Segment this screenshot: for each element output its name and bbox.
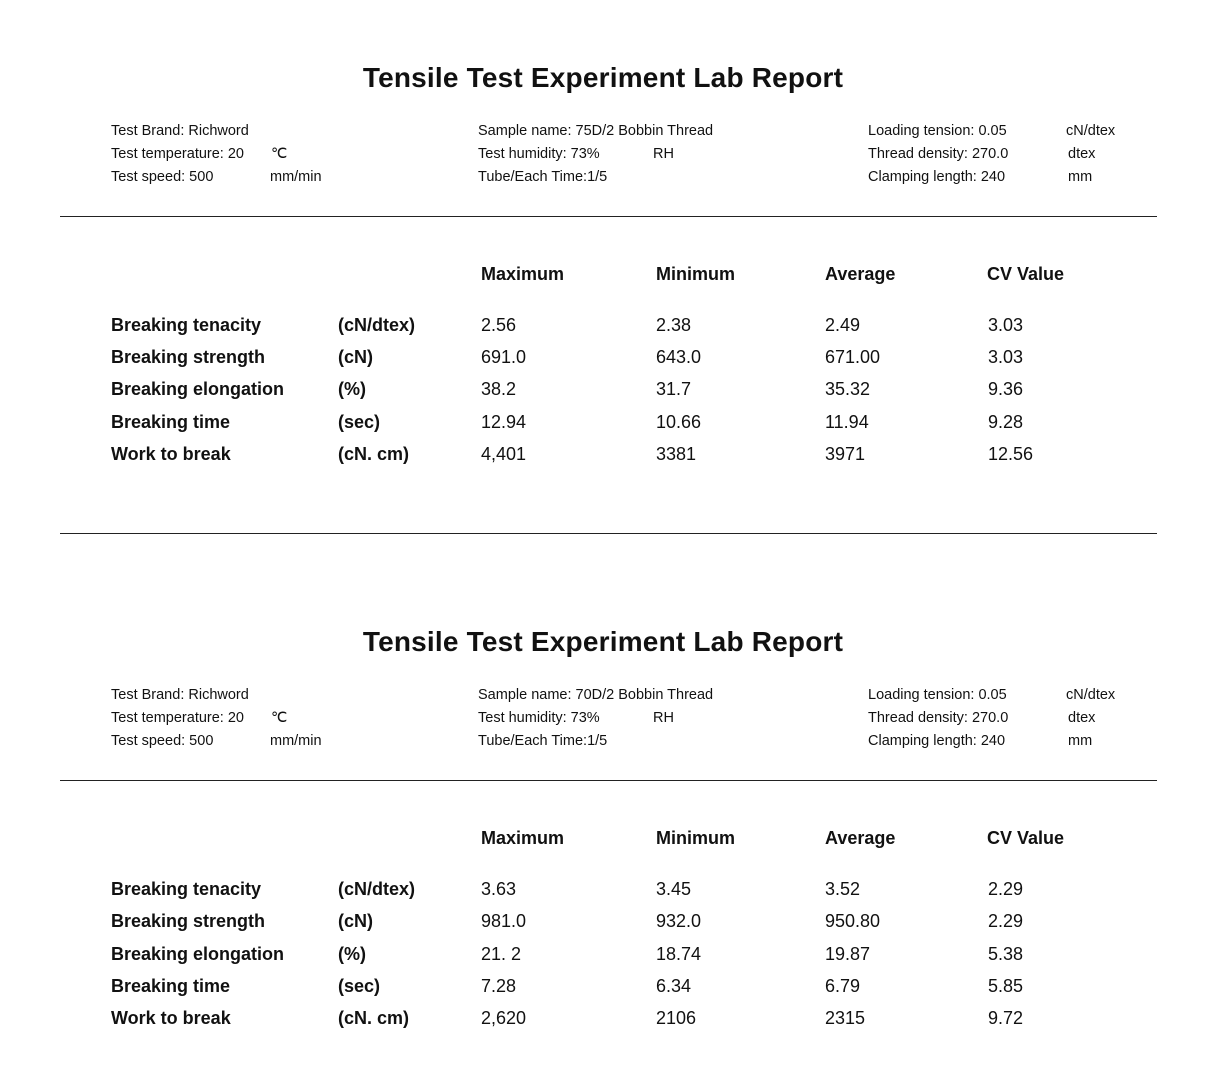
- cell-average: 2315: [825, 1008, 866, 1028]
- test-temperature: Test temperature: 20: [111, 146, 244, 162]
- cell-maximum: 21. 2: [481, 944, 522, 964]
- table-row: [0, 976, 1206, 1008]
- cell-cv-value: 9.28: [988, 412, 1024, 432]
- row-unit: (cN/dtex): [338, 315, 416, 335]
- row-label: Breaking strength: [111, 911, 266, 931]
- row-label: Breaking strength: [111, 347, 266, 367]
- cell-average: 671.00: [825, 347, 881, 367]
- clamping-length: Clamping length: 240: [868, 733, 1006, 749]
- column-header-cv-value: CV Value: [987, 828, 1065, 848]
- row-label: Work to break: [111, 444, 231, 464]
- table-row: [0, 944, 1206, 976]
- test-speed: Test speed: 500: [111, 169, 214, 185]
- cell-cv-value: 3.03: [988, 347, 1024, 367]
- humidity-unit: RH: [653, 710, 674, 726]
- loading-tension: Loading tension: 0.05: [868, 687, 1007, 703]
- row-label: Breaking elongation: [111, 944, 285, 964]
- cell-maximum: 3.63: [481, 879, 517, 899]
- test-humidity: Test humidity: 73%: [478, 710, 600, 726]
- test-speed: Test speed: 500: [111, 733, 214, 749]
- cell-average: 19.87: [825, 944, 871, 964]
- row-label: Breaking tenacity: [111, 879, 262, 899]
- cell-minimum: 2.38: [656, 315, 692, 335]
- cell-cv-value: 5.85: [988, 976, 1024, 996]
- column-header-cv-value: CV Value: [987, 264, 1065, 284]
- cell-maximum: 4,401: [481, 444, 527, 464]
- cell-average: 2.49: [825, 315, 861, 335]
- row-label: Work to break: [111, 1008, 231, 1028]
- cell-maximum: 2.56: [481, 315, 517, 335]
- cell-minimum: 6.34: [656, 976, 692, 996]
- cell-cv-value: 9.36: [988, 379, 1024, 399]
- test-brand: Test Brand: Richword: [111, 123, 249, 139]
- cell-average: 11.94: [825, 412, 869, 432]
- temperature-unit: ℃: [271, 710, 288, 726]
- row-label: Breaking time: [111, 412, 231, 432]
- speed-unit: mm/min: [270, 733, 322, 749]
- thread-density: Thread density: 270.0: [868, 710, 1009, 726]
- row-unit: (sec): [338, 976, 381, 996]
- cell-average: 950.80: [825, 911, 881, 931]
- table-row: [0, 347, 1206, 379]
- loading-tension-unit: cN/dtex: [1066, 687, 1116, 703]
- cell-maximum: 981.0: [481, 911, 527, 931]
- loading-tension: Loading tension: 0.05: [868, 123, 1007, 139]
- cell-cv-value: 2.29: [988, 911, 1024, 931]
- cell-minimum: 31.7: [656, 379, 692, 399]
- divider-top: [60, 780, 1157, 781]
- test-brand: Test Brand: Richword: [111, 687, 249, 703]
- cell-maximum: 2,620: [481, 1008, 527, 1028]
- cell-maximum: 691.0: [481, 347, 527, 367]
- cell-cv-value: 3.03: [988, 315, 1024, 335]
- divider-top: [60, 216, 1157, 217]
- cell-average: 6.79: [825, 976, 861, 996]
- meta-column-left: [111, 120, 411, 189]
- temperature-unit: ℃: [271, 146, 288, 162]
- row-unit: (cN. cm): [338, 1008, 410, 1028]
- cell-cv-value: 2.29: [988, 879, 1024, 899]
- meta-column-middle: [478, 684, 818, 753]
- test-temperature: Test temperature: 20: [111, 710, 244, 726]
- humidity-unit: RH: [653, 146, 674, 162]
- row-unit: (cN): [338, 911, 373, 931]
- sample-name: Sample name: 70D/2 Bobbin Thread: [478, 687, 714, 703]
- column-header-minimum: Minimum: [656, 828, 735, 848]
- table-row: [0, 379, 1206, 411]
- cell-minimum: 3.45: [656, 879, 692, 899]
- table-row: [0, 879, 1206, 911]
- table-row: [0, 412, 1206, 444]
- row-unit: (sec): [338, 412, 381, 432]
- cell-average: 3.52: [825, 879, 861, 899]
- row-label: Breaking elongation: [111, 379, 285, 399]
- row-unit: (cN): [338, 347, 373, 367]
- column-header-average: Average: [825, 828, 896, 848]
- divider-bottom: [60, 533, 1157, 534]
- meta-column-right: [868, 120, 1168, 189]
- tube-each-time: Tube/Each Time:1/5: [478, 733, 608, 749]
- report-title: Tensile Test Experiment Lab Report: [362, 626, 844, 657]
- cell-average: 3971: [825, 444, 866, 464]
- cell-minimum: 18.74: [656, 944, 702, 964]
- clamping-length-unit: mm: [1068, 169, 1093, 185]
- thread-density-unit: dtex: [1068, 710, 1096, 726]
- cell-cv-value: 9.72: [988, 1008, 1024, 1028]
- row-unit: (cN. cm): [338, 444, 410, 464]
- cell-cv-value: 5.38: [988, 944, 1024, 964]
- cell-average: 35.32: [825, 379, 871, 399]
- cell-minimum: 10.66: [656, 412, 702, 432]
- table-row: [0, 911, 1206, 943]
- row-label: Breaking time: [111, 976, 231, 996]
- table-row: [0, 1008, 1206, 1040]
- row-label: Breaking tenacity: [111, 315, 262, 335]
- cell-maximum: 7.28: [481, 976, 517, 996]
- report-title: Tensile Test Experiment Lab Report: [362, 62, 844, 93]
- cell-maximum: 12.94: [481, 412, 527, 432]
- thread-density: Thread density: 270.0: [868, 146, 1009, 162]
- loading-tension-unit: cN/dtex: [1066, 123, 1116, 139]
- thread-density-unit: dtex: [1068, 146, 1096, 162]
- column-header-maximum: Maximum: [481, 264, 565, 284]
- table-row: [0, 315, 1206, 347]
- cell-minimum: 3381: [656, 444, 697, 464]
- clamping-length-unit: mm: [1068, 733, 1093, 749]
- test-humidity: Test humidity: 73%: [478, 146, 600, 162]
- tube-each-time: Tube/Each Time:1/5: [478, 169, 608, 185]
- row-unit: (%): [338, 944, 366, 964]
- clamping-length: Clamping length: 240: [868, 169, 1006, 185]
- meta-column-middle: [478, 120, 818, 189]
- cell-minimum: 643.0: [656, 347, 702, 367]
- speed-unit: mm/min: [270, 169, 322, 185]
- cell-minimum: 2106: [656, 1008, 697, 1028]
- sample-name: Sample name: 75D/2 Bobbin Thread: [478, 123, 714, 139]
- table-row: [0, 444, 1206, 476]
- column-header-minimum: Minimum: [656, 264, 735, 284]
- meta-column-left: [111, 684, 411, 753]
- column-header-average: Average: [825, 264, 896, 284]
- row-unit: (%): [338, 379, 366, 399]
- cell-minimum: 932.0: [656, 911, 702, 931]
- column-header-maximum: Maximum: [481, 828, 565, 848]
- cell-maximum: 38.2: [481, 379, 517, 399]
- meta-column-right: [868, 684, 1168, 753]
- row-unit: (cN/dtex): [338, 879, 416, 899]
- cell-cv-value: 12.56: [988, 444, 1034, 464]
